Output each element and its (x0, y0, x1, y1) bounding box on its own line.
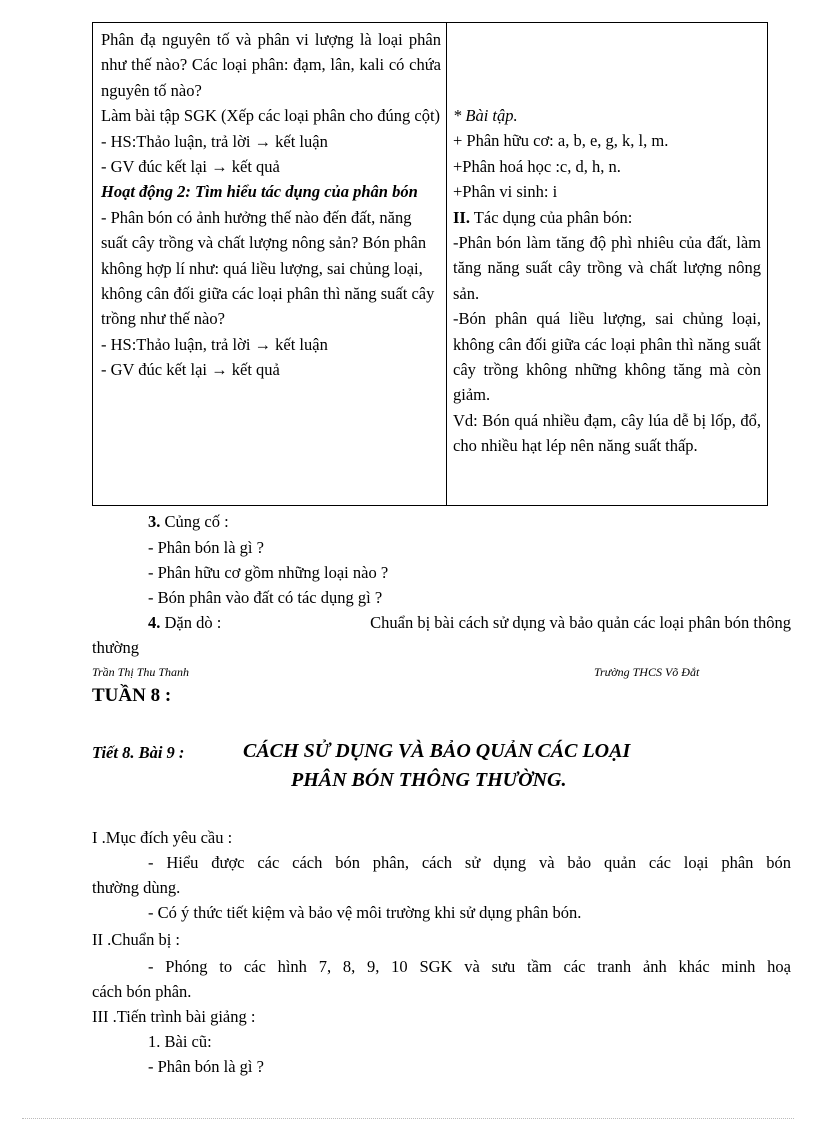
table-left-column (101, 27, 441, 383)
table-right-column (453, 27, 761, 459)
left-gv-step-1: - GV đúc kết lại → kết quả (101, 157, 280, 177)
activity-2-heading: Hoạt động 2: Tìm hiểu tác dụng của phân bón (101, 182, 418, 202)
section-2-title: Tác dụng của phân bón: (473, 207, 633, 227)
bai-tap-label: * Bài tập. (453, 106, 518, 125)
example-paragraph: Vd: Bón quá nhiều đạm, cây lúa dễ bị lốp, đổ, cho nhiều hạt lép nên năng suất thấp. (453, 410, 761, 456)
section-2-prep-heading: II .Chuẩn bị : (92, 930, 180, 949)
left-hs-step-1: - HS:Thảo luận, trả lời → kết luận (101, 131, 328, 151)
dan-do-continued: thường (92, 638, 140, 657)
cung-co-title: Củng cố : (164, 512, 229, 531)
left-exercise: Làm bài tập SGK (Xếp các loại phân cho đúng cột) (101, 106, 441, 126)
section-2-heading (453, 205, 761, 230)
page-bottom-rule (22, 1118, 794, 1119)
table-column-divider (446, 23, 447, 505)
cung-co-item-2: - Phân hữu cơ gồm những loại nào ? (148, 563, 389, 582)
left-question-2: - Phân bón có ảnh hưởng thế nào đến đất, năng suất cây trồng và chất lượng nông sản? Bón phân không hợp lí như: quá liều lượng, sai chủng loại, không cân đối giữa các loại phân thì năng suất cây trồng như thế nào? (101, 207, 435, 329)
answer-vi-sinh: +Phân vi sinh: i (453, 182, 558, 202)
dan-do-text: Chuẩn bị bài cách sử dụng và bảo quản các loại phân bón thông (370, 613, 791, 632)
section-2-number: II. (453, 207, 470, 227)
section-1-paragraph-2: - Có ý thức tiết kiệm và bảo vệ môi trường khi sử dụng phân bón. (148, 903, 582, 922)
cung-co-number: 3. (148, 512, 161, 531)
dan-do-line (148, 613, 791, 633)
left-gv-step-2: - GV đúc kết lại → kết quả (101, 360, 280, 380)
dan-do-heading (148, 613, 221, 633)
section-1-paragraph-1-cont: thường dùng. (92, 878, 181, 897)
dan-do-title: Dặn dò : (164, 613, 222, 632)
section-3-sub-heading: 1. Bài cũ: (148, 1032, 212, 1051)
cung-co-heading (148, 512, 229, 532)
lesson-title-line-2: PHÂN BÓN THÔNG THƯỜNG. (291, 769, 567, 791)
left-hs-step-2: - HS:Thảo luận, trả lời → kết luận (101, 334, 328, 354)
section-1-paragraph-1: - Hiểu được các cách bón phân, cách sử dụng và bảo quản các loại phân bón (148, 853, 791, 872)
cung-co-item-1: - Phân bón là gì ? (148, 538, 264, 557)
right-spacer (453, 27, 761, 103)
footer-author: Trần Thị Thu Thanh (92, 665, 190, 679)
cung-co-item-3: - Bón phân vào đất có tác dụng gì ? (148, 588, 383, 607)
lesson-table (92, 22, 768, 506)
left-question-1: Phân đạ nguyên tố và phân vi lượng là loại phân như thế nào? Các loại phân: đạm, lân, kali có chứa nguyên tố nào? (101, 30, 441, 100)
answer-huu-co: + Phân hữu cơ: a, b, e, g, k, l, m. (453, 131, 669, 151)
section-1-heading: I .Mục đích yêu cầu : (92, 828, 233, 847)
effect-paragraph-1: -Phân bón làm tăng độ phì nhiêu của đất, làm tăng năng suất cây trồng và chất lượng nông sản. (453, 233, 761, 303)
answer-hoa-hoc: +Phân hoá học :c, d, h, n. (453, 156, 621, 176)
section-3-item: - Phân bón là gì ? (148, 1057, 264, 1076)
lesson-prefix: Tiết 8. Bài 9 : (92, 743, 185, 762)
lesson-title-line-1: CÁCH SỬ DỤNG VÀ BẢO QUẢN CÁC LOẠI (243, 740, 631, 762)
section-2-prep-paragraph: - Phóng to các hình 7, 8, 9, 10 SGK và sưu tầm các tranh ảnh khác minh hoạ (148, 957, 791, 976)
section-3-heading: III .Tiến trình bài giảng : (92, 1007, 256, 1026)
footer-school: Trường THCS Võ Đắt (594, 665, 700, 679)
section-2-prep-paragraph-cont: cách bón phân. (92, 982, 192, 1001)
week-heading: TUẦN 8 : (92, 685, 172, 706)
effect-paragraph-2: -Bón phân quá liều lượng, sai chủng loại, không cân đối giữa các loại phân thì năng suất cây trồng không những không tăng mà còn giảm. (453, 309, 761, 405)
dan-do-number: 4. (148, 613, 161, 632)
